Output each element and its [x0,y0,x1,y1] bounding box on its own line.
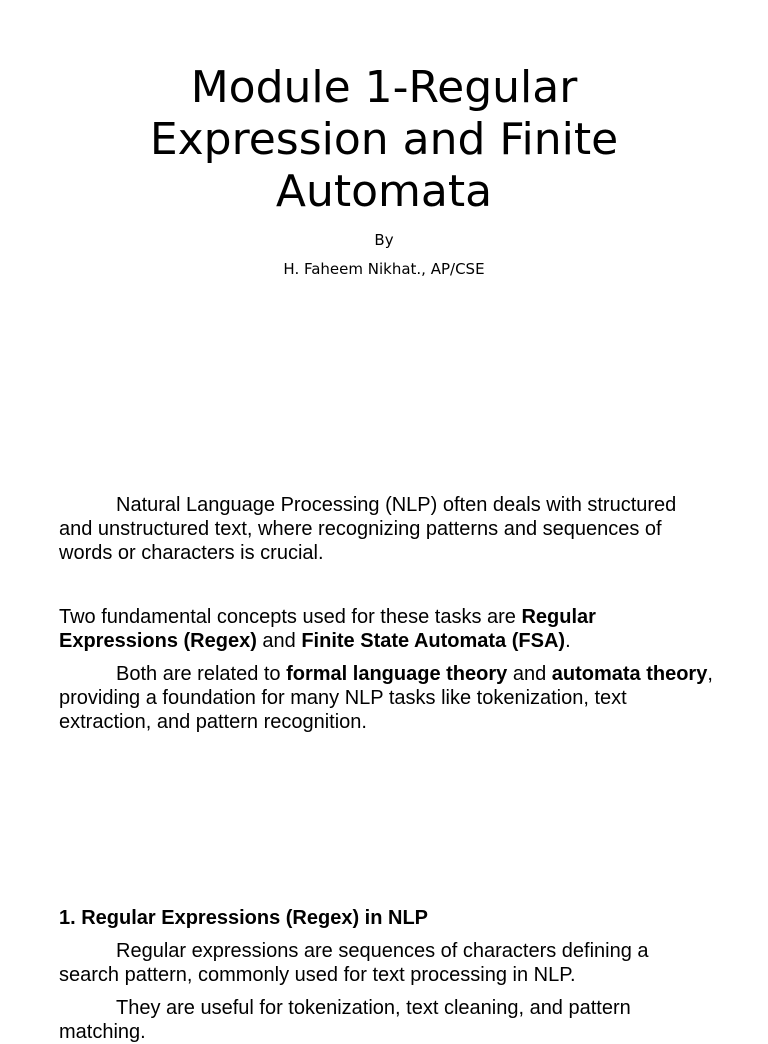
intro-p3-bold-automata: automata theory [551,663,708,685]
intro-p3-text-1: Both are related to [116,663,287,685]
intro-p3-text-3: , providing a foundation for many NLP tasks like tokenization, text extraction, and pattern recognition. [59,663,713,733]
section-1-heading: 1. Regular Expressions (Regex) in NLP [59,907,428,929]
title-line-3: Automata [275,166,493,217]
intro-p2-bold-fsa: Finite State Automata (FSA) [301,630,566,652]
intro-p2-text-3: . [565,630,571,652]
intro-p2-text-1: Two fundamental concepts used for these tasks are [59,606,522,628]
intro-paragraph-2 [59,605,714,653]
intro-paragraph-3 [59,662,714,734]
document-title [0,62,768,218]
title-line-1: Module 1-Regular [190,62,578,113]
intro-p3-text-2: and [507,663,552,685]
intro-p3-bold-formal: formal language theory [286,663,508,685]
intro-p2-text-2: and [256,630,302,652]
title-line-2: Expression and Finite [149,114,619,165]
intro-paragraph-1: Natural Language Processing (NLP) often deals with structured and unstructured text, where recognizing patterns and sequences of words or characters is crucial. [59,494,677,564]
section-1-paragraph-1: Regular expressions are sequences of characters defining a search pattern, commonly used for text processing in NLP. [59,940,649,986]
byline-by: By [374,231,394,249]
section-1-paragraph-2: They are useful for tokenization, text cleaning, and pattern matching. [59,997,631,1043]
intro-p2-bold-regex: Regular Expressions (Regex) [59,606,596,652]
author-name: H. Faheem Nikhat., AP/CSE [283,260,485,278]
